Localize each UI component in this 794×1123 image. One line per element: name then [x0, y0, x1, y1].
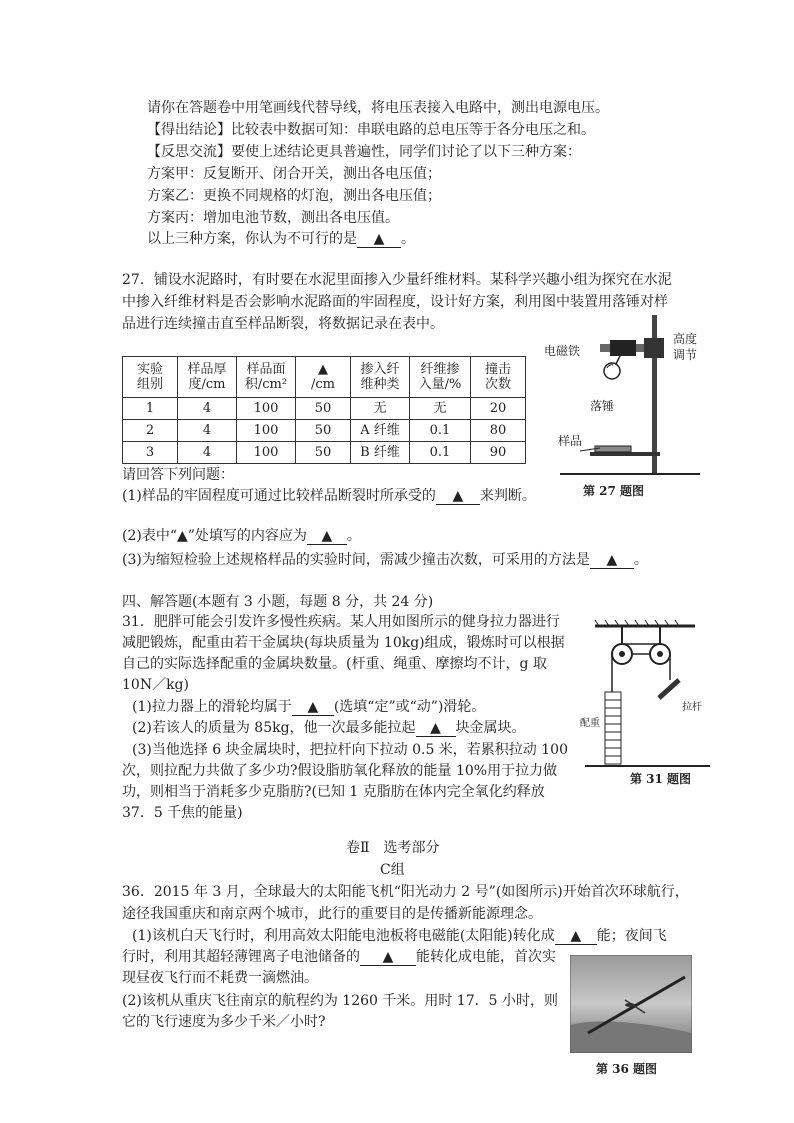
q27-sub-2-text: (2)表中“▲”处填写的内容应为 — [122, 528, 307, 544]
q27-sub-3 — [122, 550, 648, 570]
table-header: 实验 组别 — [123, 357, 178, 398]
table-cell: 无 — [410, 398, 471, 420]
q26-line-6: 方案丙：增加电池节数，测出各电压值。 — [147, 210, 399, 226]
table-cell: 90 — [471, 442, 526, 464]
q27-line-2: 中掺入纤维材料是否会影响水泥路面的牢固程度，设计好方案，利用图中装置用落锤对样 — [122, 294, 668, 310]
q31-line-1: 31．肥胖可能会引发许多慢性疾病。某人用如图所示的健身拉力器进行 — [122, 614, 560, 630]
answer-blank[interactable]: ▲ — [357, 231, 401, 248]
table-cell: 20 — [471, 398, 526, 420]
q27-line-1: 27．铺设水泥路时，有时要在水泥里面掺入少量纤维材料。某科学兴趣小组为探究在水泥 — [122, 272, 672, 288]
table-cell: 100 — [237, 420, 296, 442]
table-cell: 4 — [178, 442, 237, 464]
answer-blank[interactable]: ▲ — [307, 528, 347, 545]
table-cell: 50 — [296, 398, 351, 420]
q31-sub-2-text: (2)若该人的质量为 85kg，他一次最多能拉起 — [132, 720, 416, 736]
table-header-row — [123, 357, 526, 398]
fig27-label-hammer: 落锤 — [590, 399, 615, 413]
q27-sub-2 — [122, 526, 361, 546]
experiment-table — [122, 356, 526, 464]
q27-line-3: 品进行连续撞击直至样品断裂，将数据记录在表中。 — [122, 316, 444, 332]
table-cell: 2 — [123, 420, 178, 442]
table-cell: 100 — [237, 442, 296, 464]
answer-blank[interactable]: ▲ — [292, 699, 334, 716]
figure-31-pulley — [575, 620, 715, 770]
table-cell: 50 — [296, 442, 351, 464]
fig27-label-height-2: 调节 — [673, 348, 698, 362]
answer-blank[interactable]: ▲ — [590, 552, 634, 569]
q36-sub-1a — [132, 926, 667, 946]
q31-sub-3b: 次，则拉配力共做了多少功?假设脂肪氧化释放的能量 10%用于拉力做 — [122, 763, 558, 779]
table-cell: 4 — [178, 420, 237, 442]
table-header: 掺入纤 维种类 — [351, 357, 410, 398]
q36-sub-1b — [122, 947, 556, 967]
table-cell: 4 — [178, 398, 237, 420]
q26-line-5: 方案乙：更换不同规格的灯泡，测出各电压值； — [147, 188, 441, 204]
table-cell: 100 — [237, 398, 296, 420]
q36-sub-1c: 现昼夜飞行而不耗费一滴燃油。 — [122, 970, 318, 986]
q31-sub-1-text: (1)拉力器上的滑轮均属于 — [132, 699, 292, 715]
table-header: 撞击 次数 — [471, 357, 526, 398]
q26-line-4: 方案甲：反复断开、闭合开关，测出各电压值； — [147, 166, 441, 182]
answer-blank[interactable]: ▲ — [555, 928, 597, 945]
figure-36-solar-plane-photo — [570, 955, 692, 1053]
table-cell: A 纤维 — [351, 420, 410, 442]
q36-sub-1b-end: 能转化成电能，首次实 — [416, 949, 556, 965]
answer-blank[interactable]: ▲ — [360, 949, 416, 966]
figure-27-drop-hammer — [540, 310, 710, 480]
fig31-label-weight: 配重 — [580, 718, 600, 729]
fig27-label-electromagnet: 电磁铁 — [544, 344, 581, 358]
q36-sub-1b-text: 行时，利用其超轻薄锂离子电池储备的 — [122, 949, 360, 965]
table-cell: 0.1 — [410, 420, 471, 442]
table-header: ▲ /cm — [296, 357, 351, 398]
q26-line-7-end: 。 — [401, 231, 415, 247]
table-cell: 80 — [471, 420, 526, 442]
fig27-label-height-1: 高度 — [673, 332, 698, 346]
answer-blank[interactable]: ▲ — [436, 488, 480, 505]
table-row — [123, 420, 526, 442]
q31-sub-1 — [132, 697, 485, 717]
q36-sub-1a-text: (1)该机白天飞行时，利用高效太阳能电池板将电磁能(太阳能)转化成 — [132, 928, 555, 944]
q31-line-4: 10N／kg) — [122, 677, 189, 693]
q31-line-3: 自己的实际选择配重的金属块数量。(杆重、绳重、摩擦均不计，g 取 — [122, 656, 547, 672]
q36-line-2: 途径我国重庆和南京两个城市，此行的重要目的是传播新能源理念。 — [122, 906, 542, 922]
table-cell: B 纤维 — [351, 442, 410, 464]
table-row — [123, 442, 526, 464]
q31-line-2: 减肥锻炼，配重由若干金属块(每块质量为 10kg)组成，锻炼时可以根据 — [122, 635, 565, 651]
figure-27-caption: 第 27 题图 — [583, 484, 645, 498]
q27-sub-3-text: (3)为缩短检验上述规格样品的实验时间，需减少撞击次数，可采用的方法是 — [122, 552, 590, 568]
table-cell: 3 — [123, 442, 178, 464]
q27-answer-intro: 请回答下列问题： — [122, 467, 234, 483]
q36-line-1: 36．2015 年 3 月，全球最大的太阳能飞机“阳光动力 2 号”(如图所示)开始首次环球航行， — [122, 884, 689, 900]
q26-line-1: 请你在答题卷中用笔画线代替导线，将电压表接入电路中，测出电源电压。 — [147, 100, 609, 116]
q27-sub-3-end: 。 — [633, 552, 648, 568]
q27-sub-1-text: (1)样品的牢固程度可通过比较样品断裂时所承受的 — [122, 488, 436, 504]
fig31-label-bar: 拉杆 — [682, 702, 702, 713]
q27-sub-2-end: 。 — [346, 528, 361, 544]
figure-36-caption: 第 36 题图 — [596, 1062, 658, 1076]
fig27-label-sample: 样品 — [558, 434, 583, 448]
q26-line-3: 【反思交流】要使上述结论更具普遍性，同学们讨论了以下三种方案： — [147, 144, 581, 160]
table-cell: 1 — [123, 398, 178, 420]
table-row — [123, 398, 526, 420]
q36-sub-2a: (2)该机从重庆飞往南京的航程约为 1260 千米。用时 17．5 小时，则 — [122, 993, 558, 1009]
q31-sub-2-end: 块金属块。 — [455, 720, 526, 736]
table-cell: 50 — [296, 420, 351, 442]
q36-sub-2b: 它的飞行速度为多少千米／小时? — [122, 1014, 326, 1030]
table-cell: 0.1 — [410, 442, 471, 464]
q26-line-7-text: 以上三种方案，你认为不可行的是 — [147, 231, 357, 247]
section-4-title: 四、解答题(本题有 3 小题，每题 8 分，共 24 分) — [122, 594, 434, 610]
table-header: 样品厚 度/cm — [178, 357, 237, 398]
part-2-title: 卷Ⅱ 选考部分 — [346, 840, 440, 856]
q31-sub-3d: 37．5 千焦的能量) — [122, 805, 243, 821]
figure-31-caption: 第 31 题图 — [630, 772, 692, 786]
q31-sub-3c: 功，则相当于消耗多少克脂肪?(已知 1 克脂肪在体内完全氧化约释放 — [122, 784, 545, 800]
q26-line-7 — [147, 229, 415, 249]
table-header: 纤维掺 入量/% — [410, 357, 471, 398]
q31-sub-3a: (3)当他选择 6 块金属块时，把拉杆向下拉动 0.5 米，若累积拉动 100 — [132, 742, 568, 758]
table-cell: 无 — [351, 398, 410, 420]
q31-sub-2 — [132, 718, 526, 738]
q27-sub-1-end: 来判断。 — [479, 488, 536, 504]
q31-sub-1-end: (选填“定”或“动”)滑轮。 — [333, 699, 486, 715]
group-c-title: C组 — [380, 862, 405, 878]
table-header: 样品面 积/cm² — [237, 357, 296, 398]
q26-line-2: 【得出结论】比较表中数据可知：串联电路的总电压等于各分电压之和。 — [147, 122, 595, 138]
q36-sub-1a-end: 能；夜间飞 — [596, 928, 667, 944]
q27-sub-1 — [122, 486, 536, 506]
answer-blank[interactable]: ▲ — [416, 720, 456, 737]
